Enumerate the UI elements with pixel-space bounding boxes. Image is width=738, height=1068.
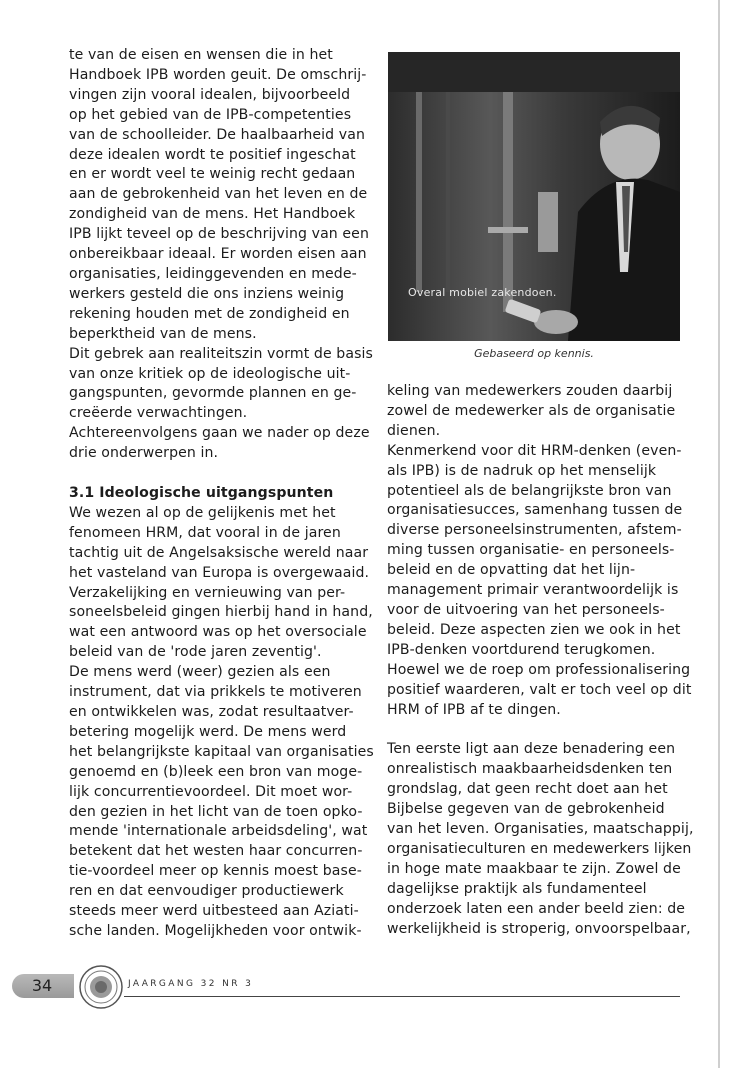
text-line: dienen.: [387, 422, 441, 439]
text-line: betering mogelijk werd. De mens werd: [69, 723, 347, 740]
text-line: het belangrijkste kapitaal van organisaties: [69, 743, 374, 760]
text-line: op het gebied van de IPB-competenties: [69, 106, 352, 123]
text-line: Ten eerste ligt aan deze benadering een: [387, 741, 676, 758]
text-line: genoemd en (b)leek een bron van moge-: [69, 763, 363, 780]
photo-caption: Overal mobiel zakendoen.: [408, 286, 557, 299]
text-line: Hoewel we de roep om professionalisering: [387, 661, 691, 678]
journal-issue: JAARGANG 32 NR 3: [128, 979, 254, 989]
text-line: instrument, dat via prikkels te motiveren: [69, 684, 362, 701]
footer-rule: [124, 996, 680, 997]
text-line: Verzakelijking en vernieuwing van per-: [69, 584, 346, 601]
text-line: onderzoek laten een ander beeld zien: de: [387, 900, 686, 917]
section-heading: 3.1 Ideologische uitgangspunten: [69, 485, 334, 502]
text-line: van onze kritiek op de ideologische uit-: [69, 365, 351, 382]
text-line: beleid van de 'rode jaren zeventig'.: [69, 644, 322, 661]
text-line: den gezien in het licht van de toen opko-: [69, 803, 363, 820]
text-line: keling van medewerkers zouden daarbij: [387, 383, 673, 399]
text-line: wat een antwoord was op het oversociale: [69, 624, 367, 641]
text-line: diverse personeelsinstrumenten, afstem-: [387, 522, 682, 539]
text-line: HRM of IPB af te dingen.: [387, 701, 561, 718]
text-line: betekent dat het westen haar concurren-: [69, 843, 363, 860]
text-line: IPB lijkt teveel op de beschrijving van een: [69, 226, 369, 243]
text-line: organisatieculturen en medewerkers lijken: [387, 840, 692, 857]
text-line: Kenmerkend voor dit HRM-denken (even-: [387, 442, 682, 459]
page-number: 34: [31, 976, 53, 995]
text-line: management primair verantwoordelijk is: [387, 582, 679, 599]
text-line: lijk concurrentievoordeel. Dit moet wor-: [69, 783, 353, 800]
text-line: zowel de medewerker als de organisatie: [387, 402, 676, 419]
text-line: ming tussen organisatie- en personeels-: [387, 542, 675, 559]
text-line: mende 'internationale arbeidsdeling', wat: [69, 823, 368, 840]
paragraph-maakbaarheid: [387, 740, 694, 939]
text-line: soneelsbeleid gingen hierbij hand in hand,: [69, 604, 373, 621]
text-line: Achtereenvolgens gaan we nader op deze: [69, 425, 370, 442]
text-line: onbereikbaar ideaal. Er worden eisen aan: [69, 246, 367, 263]
text-line: positief waarderen, valt er toch veel op dit: [387, 681, 692, 698]
text-line: en er wordt veel te weinig recht gedaan: [69, 166, 356, 183]
paragraph-intro: [69, 46, 373, 464]
text-line: beperktheid van de mens.: [69, 325, 257, 342]
text-line: dagelijkse praktijk als fundamenteel: [387, 880, 647, 897]
text-line: IPB-denken voortdurend terugkomen.: [387, 641, 656, 658]
right-column: [387, 382, 694, 939]
text-line: zondigheid van de mens. Het Handboek: [69, 206, 356, 223]
text-line: Bijbelse gegeven van de gebrokenheid: [387, 801, 665, 818]
text-line: voor de uitvoering van het personeels-: [387, 601, 665, 618]
text-line: creëerde verwachtingen.: [69, 405, 248, 422]
photo: [388, 52, 680, 341]
text-line: drie onderwerpen in.: [69, 445, 219, 462]
text-line: fenomeen HRM, dat vooral in de jaren: [69, 524, 341, 541]
text-line: grondslag, dat geen recht doet aan het: [387, 781, 668, 798]
text-line: het vasteland van Europa is overgewaaid.: [69, 564, 370, 581]
text-line: van de schoolleider. De haalbaarheid van: [69, 126, 365, 143]
text-line: ren en dat eenvoudiger productiewerk: [69, 883, 344, 900]
text-line: sche landen. Mogelijkheden voor ontwik-: [69, 922, 362, 939]
text-line: als IPB) is de nadruk op het menselijk: [387, 462, 657, 479]
text-line: en ontwikkelen was, zodat resultaatver-: [69, 704, 354, 720]
text-line: van het leven. Organisaties, maatschappij,: [387, 821, 694, 838]
text-line: te van de eisen en wensen die in het: [69, 47, 333, 63]
paragraph-section: [69, 504, 374, 942]
text-line: in hoge mate maakbaar te zijn. Zowel de: [387, 860, 681, 877]
journal-seal-icon: [78, 964, 124, 1010]
left-column: [69, 46, 374, 942]
text-line: werkers gesteld die ons inziens weinig: [69, 285, 345, 302]
text-line: organisatiesucces, samenhang tussen de: [387, 502, 683, 519]
text-line: organisaties, leidinggevenden en mede-: [69, 265, 357, 282]
text-line: Dit gebrek aan realiteitszin vormt de basis: [69, 345, 373, 362]
text-line: rekening houden met de zondigheid en: [69, 305, 350, 322]
text-line: Handboek IPB worden geuit. De omschrij-: [69, 66, 367, 83]
text-line: tie-voordeel meer op kennis moest base-: [69, 863, 362, 880]
text-line: De mens werd (weer) gezien als een: [69, 664, 331, 681]
figure-caption: Gebaseerd op kennis.: [474, 347, 594, 360]
text-line: steeds meer werd uitbesteed aan Aziati-: [69, 903, 359, 920]
text-line: tachtig uit de Angelsaksische wereld naar: [69, 544, 369, 561]
text-line: beleid en de opvatting dat het lijn-: [387, 562, 636, 579]
text-line: onrealistisch maakbaarheidsdenken ten: [387, 761, 673, 778]
text-line: potentieel als de belangrijkste bron van: [387, 482, 672, 499]
text-line: beleid. Deze aspecten zien we ook in het: [387, 621, 681, 638]
text-line: We wezen al op de gelijkenis met het: [69, 504, 336, 521]
text-line: gangspunten, gevormde plannen en ge-: [69, 385, 357, 402]
text-line: aan de gebrokenheid van het leven en de: [69, 186, 368, 203]
text-line: werkelijkheid is stroperig, onvoorspelbaar,: [387, 920, 691, 937]
paragraph-hrm: [387, 382, 692, 720]
text-line: deze idealen wordt te positief ingeschat: [69, 146, 356, 163]
text-line: vingen zijn vooral idealen, bijvoorbeeld: [69, 86, 351, 103]
page-edge: [718, 0, 720, 1068]
